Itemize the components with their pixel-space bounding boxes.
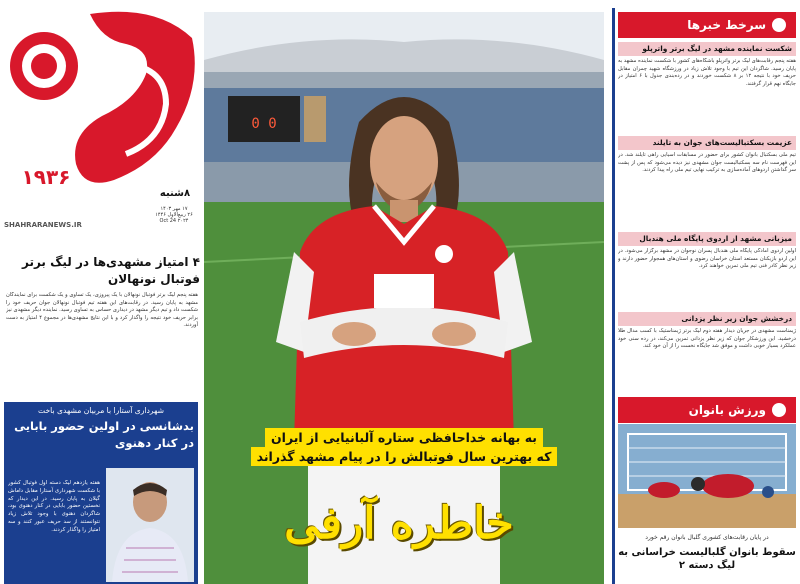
emblem-core (31, 53, 57, 79)
news-body: هفته پنجم رقابت‌های لیگ برتر واترپلو باشگاه‌های کشور با شکست نماینده مشهد به پایان رسید. شاگردان این تیم با وجود تلاش زیاد در ورزشگاه شهید چمران مقابل حریف خود با نتیجه ۱۲ بر ۸ شکست خوردند و در رده‌بندی جدول با ۶ امتیاز در جایگاه نهم قرار گرفتند. (618, 58, 796, 87)
bottom-caption-small: در پایان رقابت‌های کشوری گلبال بانوان رقم خورد (645, 534, 769, 541)
blue-story-title[interactable]: بدشانسی در اولین حضور بابایی در کنار دهنوی (14, 419, 194, 450)
section-bullet-icon (772, 18, 786, 32)
left-story-title[interactable]: ۴ امتیاز مشهدی‌ها در لیگ برتر فوتبال نونهالان (22, 255, 200, 286)
court-floor (618, 494, 796, 528)
date-line: ۲۰۲۴ Oct 24 (159, 218, 189, 224)
news-title[interactable]: شکست نماینده مشهد در لیگ برتر واترپلو (618, 42, 796, 56)
issue-dates (145, 206, 203, 224)
scoreboard-score: 0 0 (251, 116, 277, 132)
left-story-body: هفته پنجم لیگ برتر فوتبال نونهالان با یک پیروزی، یک تساوی و یک شکست برای نمایندگان مشهد به پایان رسید. در رقابت‌های این هفته تیم فوتبال نونهالان جوان حریف خود را شکست داد و تیم دیگر مشهد در دیداری حساس به تساوی رسید. نماینده دیگر مشهدی نیز برابر حریف خود نتیجه را واگذار کرد و با این نتایج مشهدی‌ها در مجموع ۴ امتیاز به دست آوردند. (6, 292, 198, 329)
shirt-sponsor (374, 274, 434, 308)
blue-story-overline: شهرداری آستارا با مربیان مشهدی باخت (38, 406, 164, 415)
website-link[interactable]: SHAHRARANEWS.IR (4, 221, 82, 229)
main-caption-line: به بهانه خداحافظی ستاره آلبانیایی از ایران (265, 428, 543, 447)
main-headline[interactable]: خاطره آرفی (284, 498, 514, 549)
date-line: ۲۶ ربیع‌الاول ۱۴۴۶ (155, 212, 193, 218)
club-badge (435, 245, 453, 263)
headlines-section-title: سرخط خبرها (687, 18, 766, 32)
player-face (370, 116, 438, 208)
coach-photo (106, 468, 194, 582)
main-caption-line: که بهترین سال فوتبالش را در پیام مشهد گذراند (251, 447, 558, 466)
logo-art (6, 4, 200, 218)
player-diving (702, 474, 754, 498)
news-title[interactable]: درخشش جوان زیر نظر یزدانی (618, 312, 796, 326)
logo-year: ۱۹۳۶ (21, 165, 71, 189)
issue-day: ۸شنبه (159, 188, 191, 199)
goalball-ball (762, 486, 774, 498)
blue-story-body: هفته یازدهم لیگ دسته اول فوتبال کشور با شکست شهرداری آستارا مقابل داماش گیلان به پایان رسید. در این دیدار که نخستین حضور بابایی در کنار دهنوی بود، شاگردان دهنوی با وجود تلاش زیاد نتوانستند از سد حریف عبور کنند و سه امتیاز را واگذار کردند. (8, 480, 100, 533)
bottom-caption-headline[interactable]: سقوط بانوان گلبالیست خراسانی به لیگ دسته ۲ (618, 547, 796, 571)
section-bullet-icon (772, 403, 786, 417)
masthead-logo (6, 4, 200, 218)
news-body: تیم ملی بسکتبال بانوان کشور برای حضور در مسابقات آسیایی راهی تایلند شد. در این فهرست نام سه بسکتبالیست جوان مشهدی نیز دیده می‌شود که پس از پشت سر گذاشتن اردوهای آماده‌سازی به ترکیب نهایی تیم ملی راه پیدا کردند. (618, 152, 796, 174)
date-line: ۱۷ مهر ۱۴۰۳ (160, 206, 188, 212)
women-sport-section-bar (618, 397, 796, 423)
logo-calligraphy (75, 12, 195, 183)
women-sport-title: ورزش بانوان (688, 403, 766, 417)
main-caption (204, 428, 604, 466)
news-title[interactable]: میزبانی مشهد از اردوی پایگاه ملی هندبال (618, 232, 796, 246)
headlines-section-bar (618, 12, 796, 38)
news-body: اولین اردوی آمادگی پایگاه ملی هندبال پسران نوجوان در مشهد برگزار می‌شود. در این اردو بازیکنان مستعد استان خراسان رضوی و استان‌های همجوار حضور دارند و زیر نظر کادر فنی تیم ملی تمرین خواهند کرد. (618, 248, 796, 270)
news-title[interactable]: عزیمت بسکتبالیست‌های جوان به تایلند (618, 136, 796, 150)
news-body: ژیمناست مشهدی در جریان دیدار هفته دوم لیگ برتر ژیمناستیک با کسب مدال طلا درخشید. این ورزشکار جوان که زیر نظر یزدانی تمرین می‌کند، در رده سنی خود عملکرد بسیار خوبی داشت و موفق شد جایگاه نخست را از آن خود کند. (618, 328, 796, 350)
goalball-photo (618, 424, 796, 528)
